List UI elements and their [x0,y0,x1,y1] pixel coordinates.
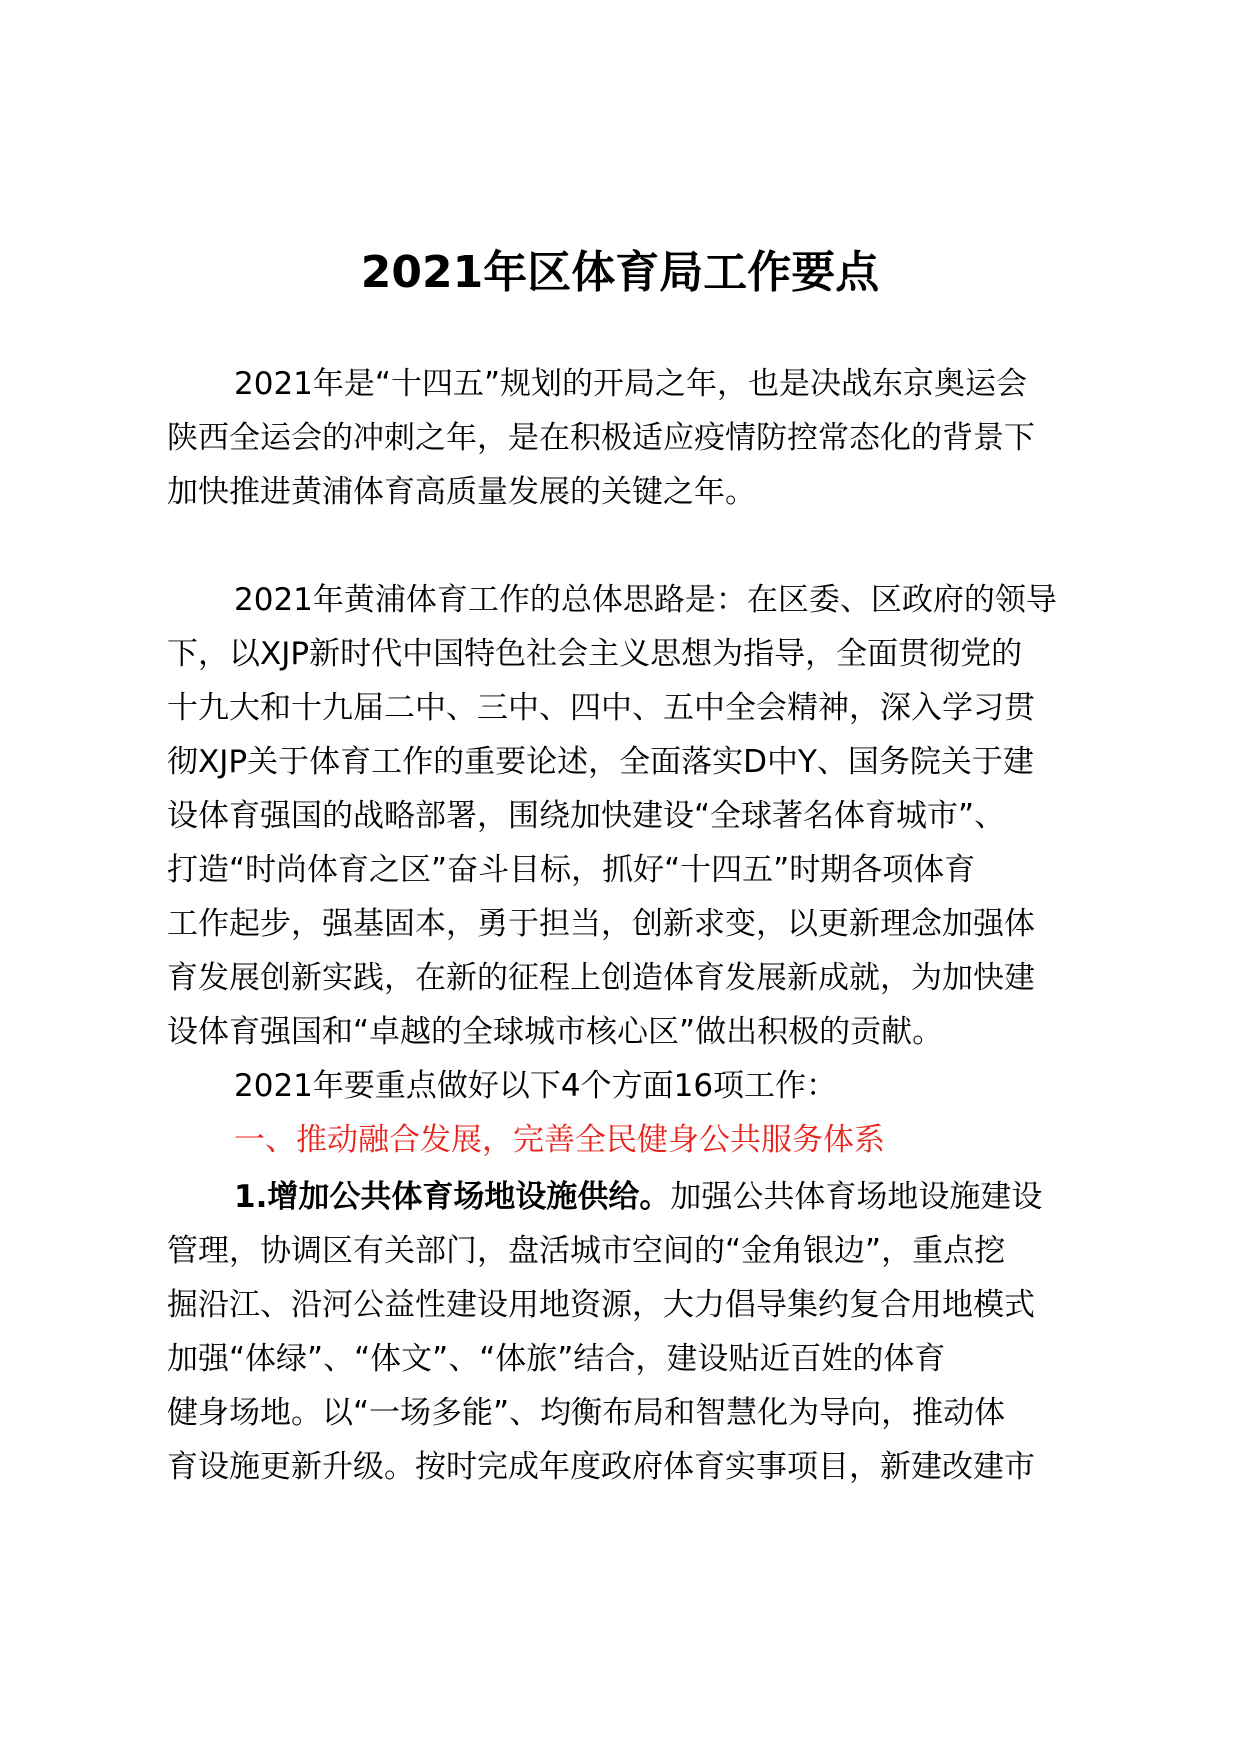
paragraph-line: 打造“时尚体育之区”奋斗目标，抓好“十四五”时期各项体育 [167,852,976,888]
item-heading: 1.增加公共体育场地设施供给。 [234,1179,671,1215]
paragraph-line: 育发展创新实践，在新的征程上创造体育发展新成就，为加快建 [167,960,1035,996]
paragraph-line: 设体育强国的战略部署，围绕加快建设“全球著名体育城市”、 [167,798,1006,834]
paragraph-line: 2021年黄浦体育工作的总体思路是：在区委、区政府的领导 [234,582,1057,618]
document-title: 2021年区体育局工作要点 [360,247,880,298]
paragraph-line: 掘沿江、沿河公益性建设用地资源，大力倡导集约复合用地模式 [167,1287,1035,1323]
paragraph-line: 加快推进黄浦体育高质量发展的关键之年。 [167,474,756,510]
paragraph-line: 彻XJP关于体育工作的重要论述，全面落实D中Y、国务院关于建 [167,744,1034,780]
paragraph-line: 加强“体绿”、“体文”、“体旅”结合，建设贴近百姓的体育 [167,1341,946,1377]
item-text: 加强公共体育场地设施建设 [670,1179,1043,1215]
section-heading: 一、推动融合发展，完善全民健身公共服务体系 [234,1122,885,1158]
paragraph-line: 陕西全运会的冲刺之年，是在积极适应疫情防控常态化的背景下 [167,420,1035,456]
paragraph-line: 设体育强国和“卓越的全球城市核心区”做出积极的贡献。 [167,1014,944,1050]
paragraph-line: 2021年是“十四五”规划的开局之年，也是决战东京奥运会 [234,366,1028,402]
paragraph-line: 育设施更新升级。按时完成年度政府体育实事项目，新建改建市 [167,1449,1035,1485]
paragraph-line: 十九大和十九届二中、三中、四中、五中全会精神，深入学习贯 [167,690,1035,726]
paragraph-line: 健身场地。以“一场多能”、均衡布局和智慧化为导向，推动体 [167,1395,1006,1431]
paragraph-line: 2021年要重点做好以下4个方面16项工作： [234,1068,838,1104]
paragraph-line: 工作起步，强基固本，勇于担当，创新求变，以更新理念加强体 [167,906,1035,942]
item-heading-line [234,1175,1042,1219]
paragraph-line: 下，以XJP新时代中国特色社会主义思想为指导，全面贯彻党的 [167,636,1023,672]
paragraph-line: 管理，协调区有关部门，盘活城市空间的“金角银边”，重点挖 [167,1233,1006,1269]
